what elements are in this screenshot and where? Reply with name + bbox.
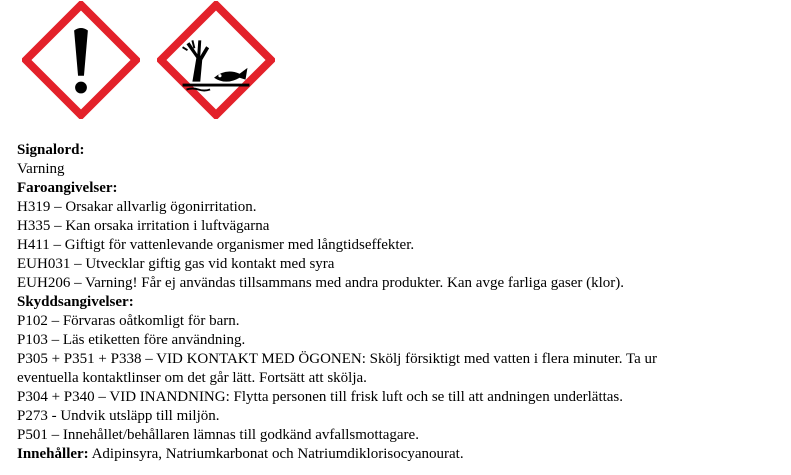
exclamation-mark-icon: [22, 1, 140, 119]
contains-line: [17, 445, 787, 464]
hazard-statement: H319 – Orsakar allvarlig ögonirritation.: [17, 199, 257, 215]
precaution-statement: P103 – Läs etiketten före användning.: [17, 332, 246, 348]
precaution-statement: P304 + P340 – VID INANDNING: Flytta personen till frisk luft och se till att andningen underlättas.: [17, 389, 624, 405]
precaution-statement: eventuella kontaktlinser om det går lätt. Fortsätt att skölja.: [17, 370, 367, 386]
contains-value: Adipinsyra, Natriumkarbonat och Natriumdiklorisocyanourat.: [88, 446, 464, 462]
hazard-statement: EUH031 – Utvecklar giftig gas vid kontakt med syra: [17, 256, 335, 272]
hazard-statement: H411 – Giftigt för vattenlevande organismer med långtidseffekter.: [17, 237, 415, 253]
precaution-heading: Skyddsangivelser:: [17, 294, 134, 310]
precaution-statement: P501 – Innehållet/behållaren lämnas till godkänd avfallsmottagare.: [17, 427, 419, 443]
hazard-heading: Faroangivelser:: [17, 180, 118, 196]
precaution-statement: P102 – Förvaras oåtkomligt för barn.: [17, 313, 240, 329]
environment-icon: [157, 1, 275, 119]
contains-heading: Innehåller:: [17, 446, 89, 462]
precaution-statement: P273 - Undvik utsläpp till miljön.: [17, 408, 220, 424]
signal-word: Varning: [17, 161, 65, 177]
signal-word-heading: Signalord:: [17, 142, 85, 158]
safety-label-text: [17, 141, 787, 464]
hazard-statement: EUH206 – Varning! Får ej användas tillsammans med andra produkter. Kan avge farliga gaser (klor).: [17, 275, 625, 291]
precaution-statement: P305 + P351 + P338 – VID KONTAKT MED ÖGONEN: Skölj försiktigt med vatten i flera minuter. Ta ur: [17, 351, 658, 367]
hazard-statement: H335 – Kan orsaka irritation i luftvägarna: [17, 218, 270, 234]
